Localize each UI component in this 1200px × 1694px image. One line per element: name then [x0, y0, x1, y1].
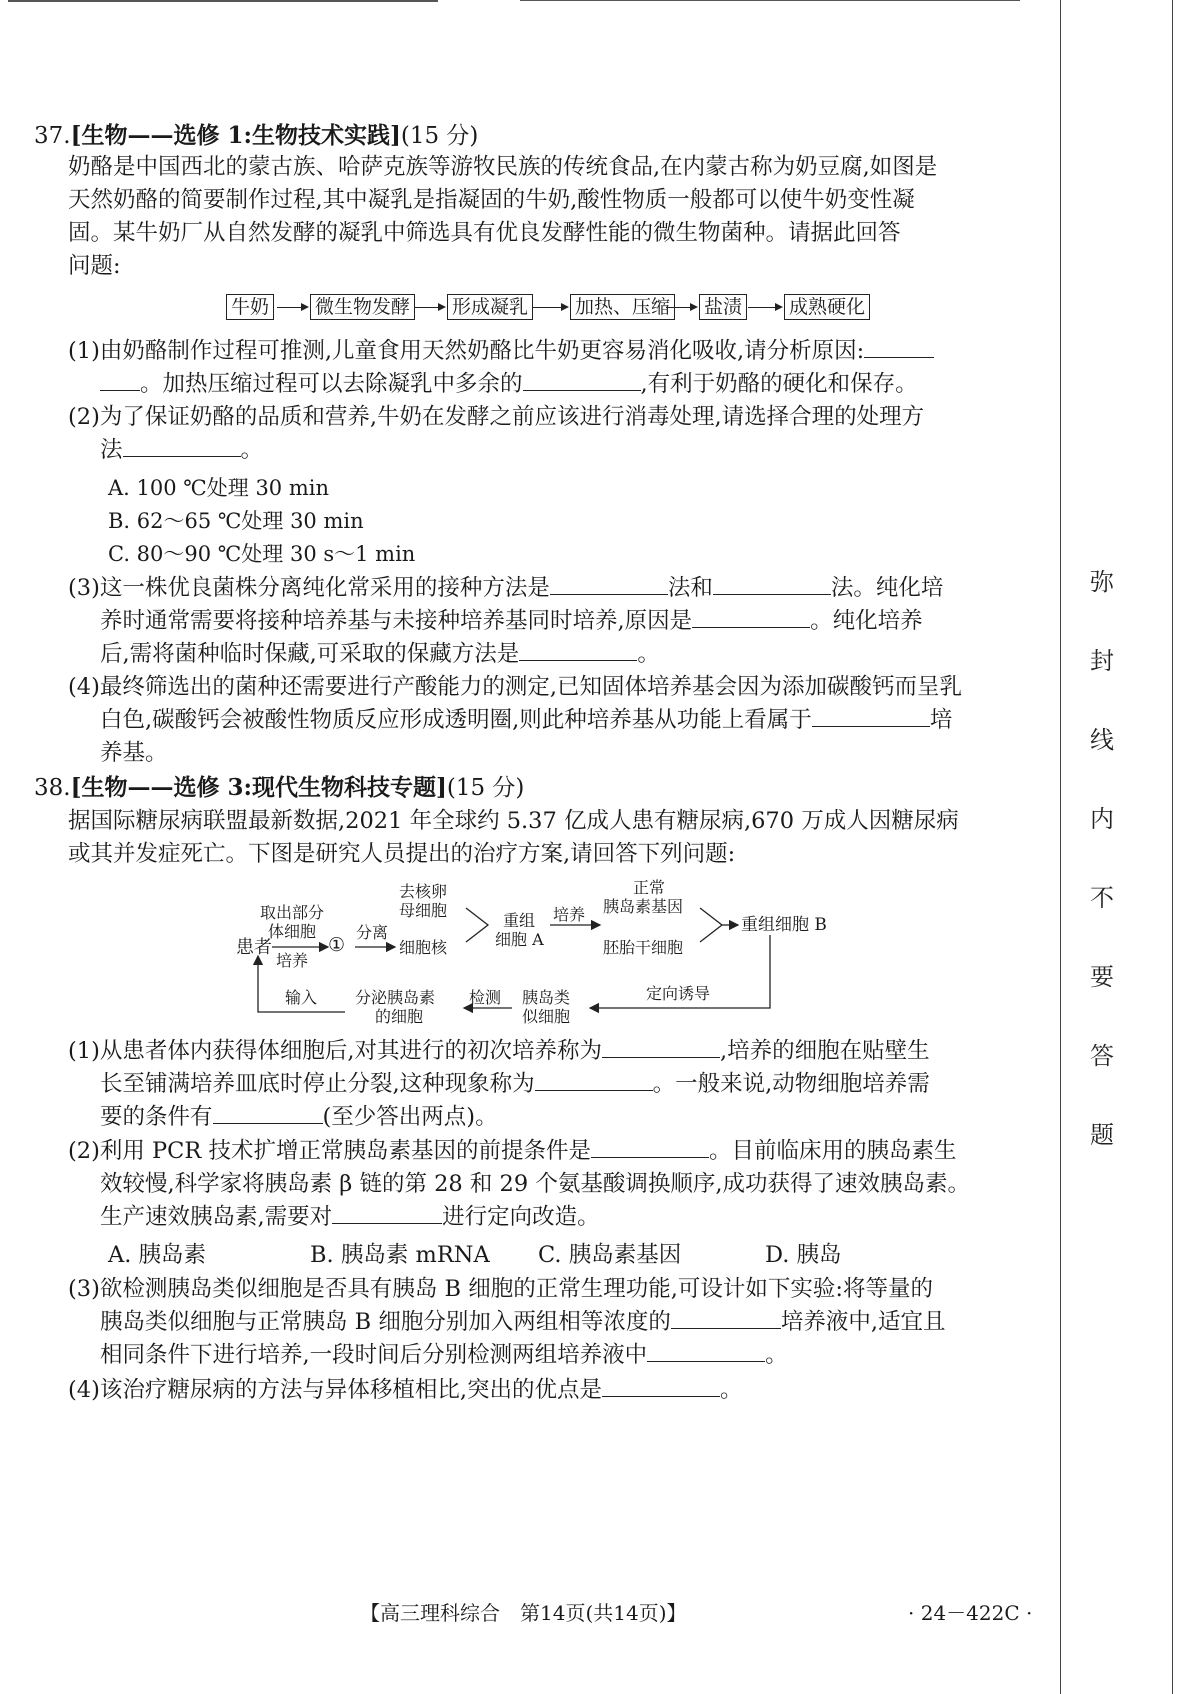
q37-stem-line: 奶酪是中国西北的蒙古族、哈萨克族等游牧民族的传统食品,在内蒙古称为奶豆腐,如图是	[68, 154, 938, 180]
q37-option-b: B. 62～65 ℃处理 30 min	[108, 509, 364, 533]
diagram-enucleated-1: 去核卵	[399, 882, 448, 901]
flow-step-curd: 形成凝乳	[447, 294, 533, 320]
diagram-normal-1: 正常	[633, 878, 666, 897]
diagram-input-label: 输入	[285, 988, 318, 1007]
flow-step-fermentation: 微生物发酵	[310, 294, 415, 320]
q37-sub3-line: (3)这一株优良菌株分离纯化常采用的接种方法是 法和 法。纯化培	[68, 571, 1028, 605]
diagram-detect-label: 检测	[469, 988, 502, 1007]
q38-stem-line: 据国际糖尿病联盟最新数据,2021 年全球约 5.37 亿成人患有糖尿病,670 万成人因糖尿病	[68, 808, 959, 834]
q38-sub1-line: (1)从患者体内获得体细胞后,对其进行的初次培养称为 ,培养的细胞在贴壁生	[68, 1034, 1028, 1068]
diagram-directed-induction: 定向诱导	[646, 984, 711, 1003]
diagram-separate-label: 分离	[356, 923, 389, 942]
diagram-islet-like-2: 似细胞	[522, 1007, 571, 1026]
q38-score: (15 分)	[446, 775, 525, 801]
q37-sub4-line: 白色,碳酸钙会被酸性物质反应形成透明圈,则此种培养基从功能上看属于 培	[100, 703, 1060, 737]
binding-char: 要	[1090, 963, 1114, 991]
q37-sub4-line: (4)最终筛选出的菌种还需要进行产酸能力的测定,已知固体培养基会因为添加碳酸钙而呈乳	[68, 674, 963, 700]
answer-blank	[535, 1068, 653, 1091]
diagram-culture-label: 培养	[276, 951, 309, 970]
q37-stem-line: 问题:	[68, 253, 121, 279]
flow-step-ripening: 成熟硬化	[784, 294, 870, 320]
q38-option-d: D. 胰岛	[765, 1242, 842, 1268]
q37-sub1-line: (1)由奶酪制作过程可推测,儿童食用天然奶酪比牛奶更容易消化吸收,请分析原因:	[68, 334, 1028, 368]
binding-rule-inner	[1060, 0, 1061, 1694]
answer-blank	[332, 1201, 442, 1224]
page-footer: 【高三理科综合 第14页(共14页)】	[360, 1601, 687, 1625]
diagram-embryonic-stem-cell: 胚胎干细胞	[603, 938, 684, 957]
q38-sub2-line: (2)利用 PCR 技术扩增正常胰岛素基因的前提条件是 。目前临床用的胰岛素生	[68, 1134, 1028, 1168]
flow-step-heat-press: 加热、压缩	[570, 294, 675, 320]
q37-score: (15 分)	[400, 123, 479, 149]
q38-option-a: A. 胰岛素	[108, 1242, 207, 1268]
binding-char: 内	[1090, 805, 1114, 833]
q37-sub1-line: 。加热压缩过程可以去除凝乳中多余的 ,有利于奶酪的硬化和保存。	[100, 367, 1060, 401]
q38-sub2-line: 生产速效胰岛素,需要对 进行定向改造。	[100, 1200, 1060, 1234]
diagram-recombinant-b: 重组细胞 B	[741, 915, 827, 935]
binding-char: 弥	[1090, 568, 1114, 596]
answer-blank	[671, 1306, 781, 1329]
answer-blank	[602, 1374, 720, 1397]
binding-char: 答	[1090, 1042, 1114, 1070]
binding-char: 封	[1090, 647, 1114, 675]
q38-stem-line: 或其并发症死亡。下图是研究人员提出的治疗方案,请回答下列问题:	[68, 841, 736, 867]
q38-sub3-line: 相同条件下进行培养,一段时间后分别检测两组培养液中 。	[100, 1338, 1060, 1372]
q37-title: [生物——选修 1:生物技术实践]	[70, 122, 401, 149]
q38-option-b: B. 胰岛素 mRNA	[310, 1242, 490, 1268]
q38-sub3-line: 胰岛类似细胞与正常胰岛 B 细胞分别加入两组相等浓度的 培养液中,适宜且	[100, 1305, 1060, 1339]
exam-code: · 24－422C ·	[908, 1601, 1033, 1625]
binding-char: 不	[1090, 884, 1114, 912]
flow-step-milk: 牛奶	[226, 294, 274, 320]
flow-step-salting: 盐渍	[699, 294, 747, 320]
diagram-patient: 患者	[236, 937, 272, 958]
binding-char: 题	[1090, 1121, 1114, 1149]
q37-sub4-line: 养基。	[100, 740, 168, 766]
q38-number: 38.	[34, 775, 71, 801]
q37-stem-line: 天然奶酪的简要制作过程,其中凝乳是指凝固的牛奶,酸性物质一般都可以使牛奶变性凝	[68, 187, 915, 213]
diagram-normal-2: 胰岛素基因	[603, 897, 684, 916]
answer-blank	[213, 1101, 323, 1124]
q37-option-c: C. 80～90 ℃处理 30 s～1 min	[108, 542, 416, 566]
diagram-secreting-2: 的细胞	[375, 1007, 424, 1026]
q38-option-c: C. 胰岛素基因	[538, 1242, 682, 1268]
diagram-culture2-label: 培养	[553, 905, 586, 924]
diagram-recombinant-a-1: 重组	[503, 911, 536, 930]
diagram-islet-like-1: 胰岛类	[522, 988, 571, 1007]
q38-sub4-line: (4)该治疗糖尿病的方法与异体移植相比,突出的优点是 。	[68, 1373, 1028, 1407]
answer-blank	[647, 1339, 765, 1362]
binding-char: 线	[1090, 726, 1114, 754]
q37-number: 37.	[34, 123, 71, 149]
answer-blank	[602, 1035, 720, 1058]
diagram-secreting-1: 分泌胰岛素	[355, 988, 436, 1007]
binding-rule-outer	[1172, 0, 1173, 1694]
diagram-step-one: ①	[328, 934, 346, 956]
q38-sub1-line: 长至铺满培养皿底时停止分裂,这种现象称为 。一般来说,动物细胞培养需	[100, 1067, 1060, 1101]
diagram-take-out-1: 取出部分	[260, 903, 325, 922]
answer-blank	[591, 1135, 709, 1158]
q38-sub3-line: (3)欲检测胰岛类似细胞是否具有胰岛 B 细胞的正常生理功能,可设计如下实验:将等量的	[68, 1276, 933, 1302]
q38-sub2-line: 效较慢,科学家将胰岛素 β 链的第 28 和 29 个氨基酸调换顺序,成功获得了速效胰岛素。	[100, 1171, 970, 1197]
q37-sub2-line: (2)为了保证奶酪的品质和营养,牛奶在发酵之前应该进行消毒处理,请选择合理的处理方	[68, 404, 925, 430]
diagram-recombinant-a-2: 细胞 A	[495, 930, 544, 949]
q37-sub3-line: 后,需将菌种临时保藏,可采取的保藏方法是 。	[100, 637, 1060, 671]
q38-title: [生物——选修 3:现代生物科技专题]	[70, 774, 447, 801]
q37-sub2-line: 法 。	[100, 433, 1060, 467]
q37-stem-line: 固。某牛奶厂从自然发酵的凝乳中筛选具有优良发酵性能的微生物菌种。请据此回答	[68, 220, 901, 246]
q38-sub1-line: 要的条件有 (至少答出两点)。	[100, 1100, 1060, 1134]
q37-option-a: A. 100 ℃处理 30 min	[108, 476, 329, 500]
diagram-enucleated-2: 母细胞	[399, 901, 448, 920]
diagram-take-out-2: 体细胞	[268, 922, 317, 941]
q37-sub3-line: 养时通常需要将接种培养基与未接种培养基同时培养,原因是 。纯化培养	[100, 604, 1060, 638]
diagram-nucleus: 细胞核	[399, 938, 448, 957]
